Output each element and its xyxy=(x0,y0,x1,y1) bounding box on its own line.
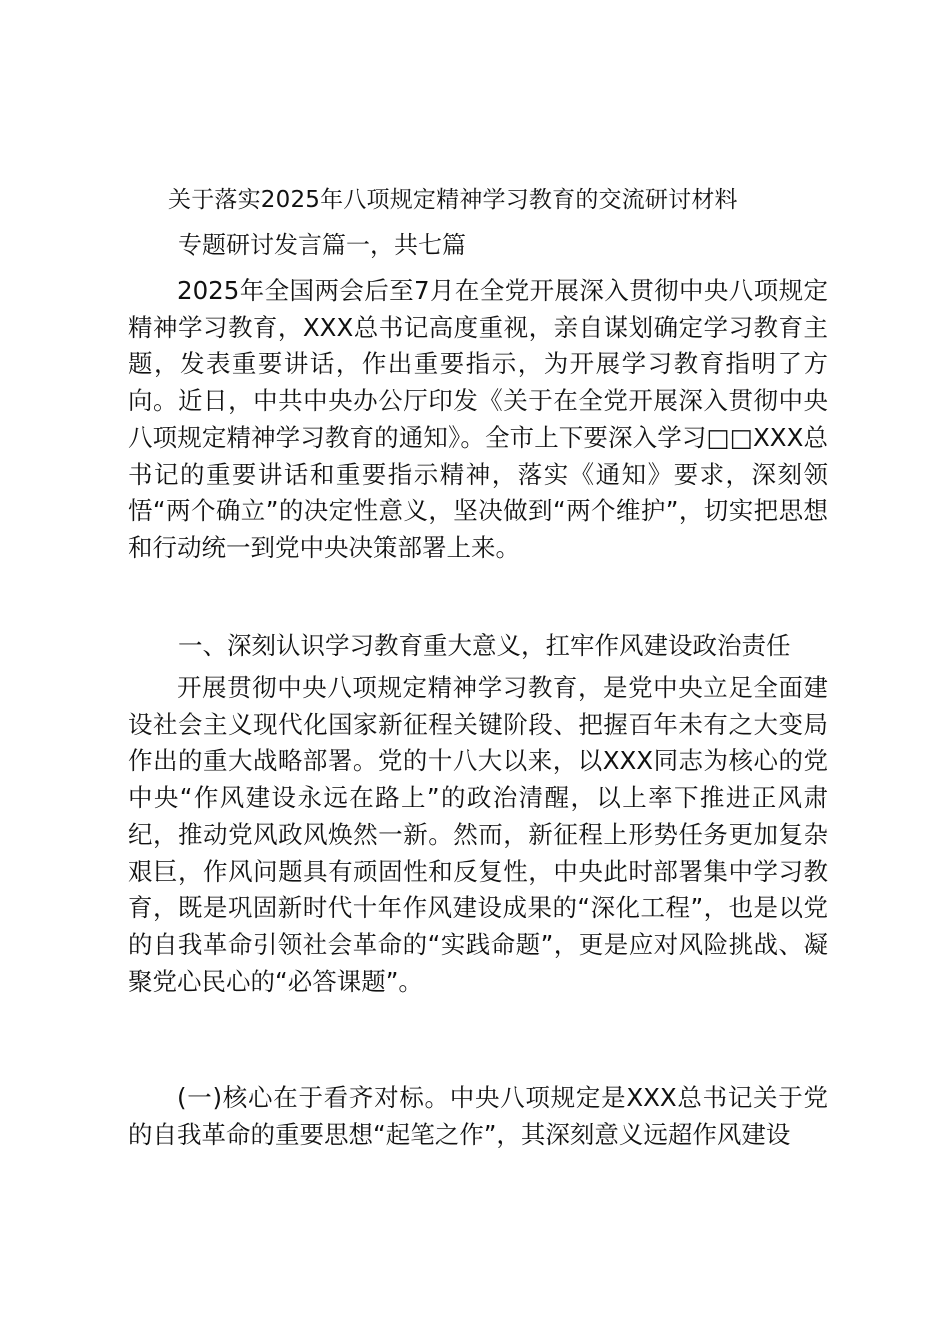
paragraph-intro: 2025年全国两会后至7月在全党开展深入贯彻中央八项规定精神学习教育，XXX总书记高度重视，亲自谋划确定学习教育主题，发表重要讲话，作出重要指示，为开展学习教育指明了方向。近日，中共中央办公厅印发《关于在全党开展深入贯彻中央八项规定精神学习教育的通知》。全市上下要深入学习□□XXX总书记的重要讲话和重要指示精神，落实《通知》要求，深刻领悟“两个确立”的决定性意义，坚决做到“两个维护”，切实把思想和行动统一到党中央决策部署上来。 xyxy=(128,276,828,562)
paragraph-significance: 开展贯彻中央八项规定精神学习教育，是党中央立足全面建设社会主义现代化国家新征程关键阶段、把握百年未有之大变局作出的重大战略部署。党的十八大以来，以XXX同志为核心的党中央“作风建设永远在路上”的政治清醒，以上率下推进正风肃纪，推动党风政风焕然一新。然而，新征程上形势任务更加复杂艰巨，作风问题具有顽固性和反复性，中央此时部署集中学习教育，既是巩固新时代十年作风建设成果的“深化工程”，也是以党的自我革命引领社会革命的“实践命题”，更是应对风险挑战、凝聚党心民心的“必答课题”。 xyxy=(128,673,828,996)
document-title: 关于落实2025年八项规定精神学习教育的交流研讨材料 xyxy=(168,187,738,213)
document-subtitle: 专题研讨发言篇一，共七篇 xyxy=(178,231,466,259)
paragraph-core: (一)核心在于看齐对标。中央八项规定是XXX总书记关于党的自我革命的重要思想“起笔之作”，其深刻意义远超作风建设 xyxy=(128,1083,828,1149)
section-heading-1: 一、深刻认识学习教育重大意义，扛牢作风建设政治责任 xyxy=(178,631,791,660)
